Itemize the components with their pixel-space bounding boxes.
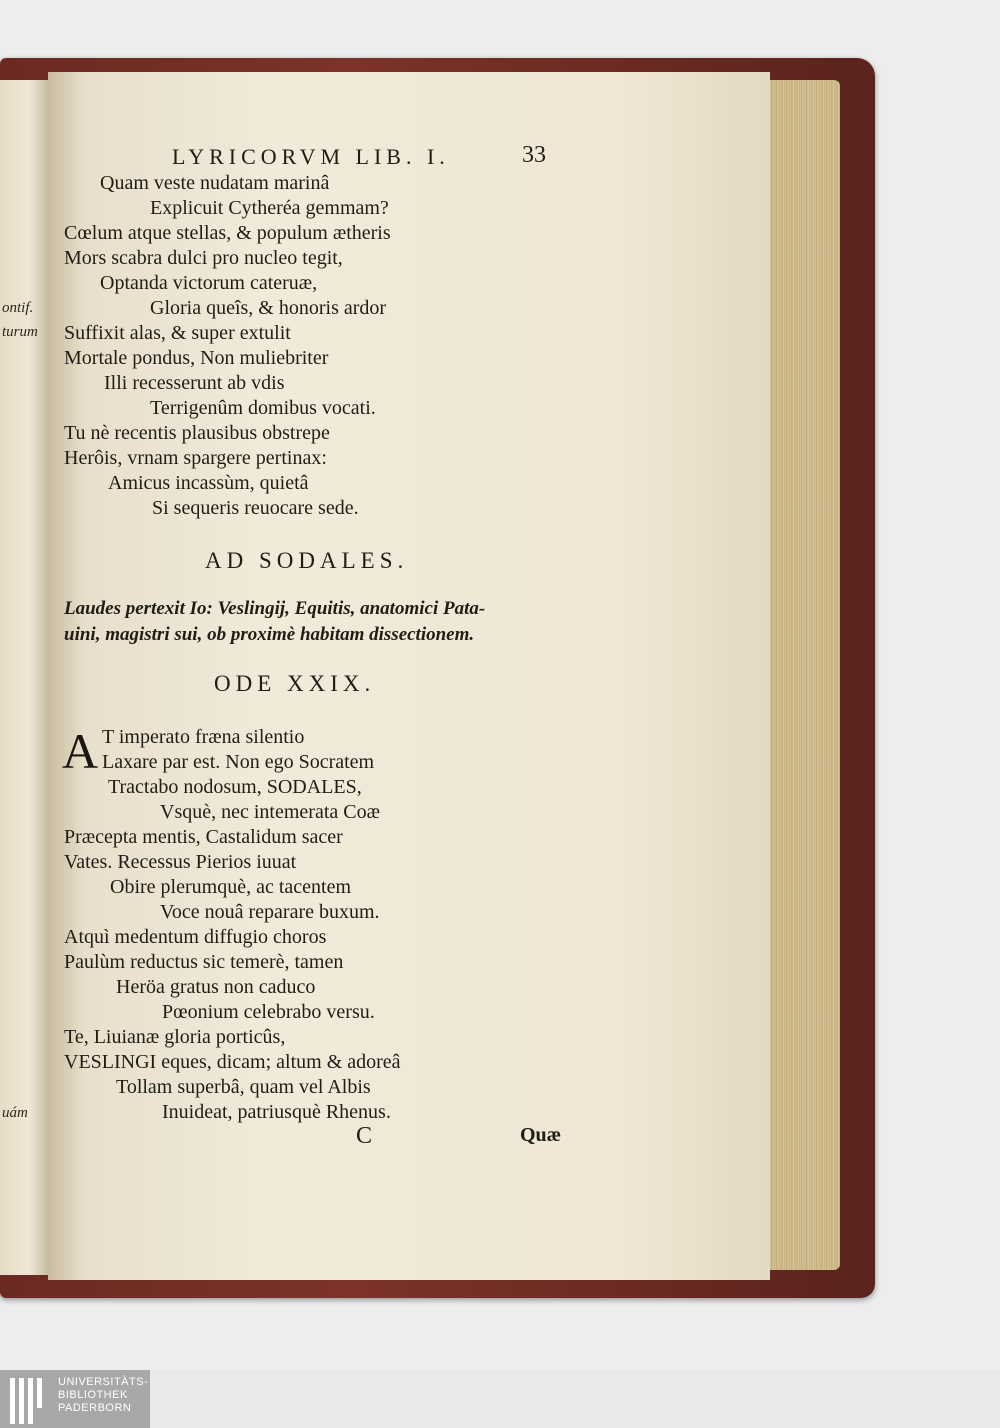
- poem-line: Suffixit alas, & super extulit: [64, 322, 291, 344]
- ode-title: ODE XXIX.: [214, 671, 376, 696]
- poem-line: Mors scabra dulci pro nucleo tegit,: [64, 247, 343, 269]
- left-page-fragment: uám: [2, 1105, 28, 1121]
- ode-line: Tractabo nodosum, SODALES,: [108, 776, 362, 798]
- ode-line: Laxare par est. Non ego Socratem: [102, 751, 375, 773]
- poem-line: Optanda victorum cateruæ,: [100, 272, 318, 294]
- argument-line: Laudes pertexit Io: Veslingij, Equitis, anatomici Pata-: [64, 598, 486, 619]
- ode-line: Vates. Recessus Pierios iuuat: [64, 851, 297, 873]
- left-page-fragment: turum: [2, 324, 38, 340]
- catchword: Quæ: [520, 1124, 562, 1146]
- poem-line: Illi recesserunt ab vdis: [104, 372, 285, 394]
- drop-cap: A: [62, 723, 99, 779]
- page-number: 33: [522, 142, 546, 168]
- ode-line: T imperato fræna silentio: [102, 726, 305, 748]
- poem-line: Cœlum atque stellas, & populum ætheris: [64, 222, 391, 244]
- library-logo-line: PADERBORN: [58, 1402, 132, 1414]
- library-logo-text: [58, 1376, 148, 1415]
- left-page: [0, 80, 48, 1275]
- argument-line: uini, magistri sui, ob proximè habitam dissectionem.: [64, 624, 475, 645]
- poem-line: Quam veste nudatam marinâ: [100, 172, 330, 194]
- poem-line: Herôis, vrnam spargere pertinax:: [64, 447, 327, 469]
- ode-line: Paulùm reductus sic temerè, tamen: [64, 951, 344, 973]
- ode-line: Atquì medentum diffugio choros: [64, 926, 327, 948]
- ode-line: VESLINGI eques, dicam; altum & adoreâ: [64, 1051, 401, 1073]
- poem-line: Gloria queîs, & honoris ardor: [150, 297, 387, 319]
- library-logo-icon: [10, 1378, 50, 1424]
- poem-line: Mortale pondus, Non muliebriter: [64, 347, 329, 369]
- footer-bar: [0, 1370, 1000, 1428]
- signature-mark: C: [356, 1123, 373, 1149]
- ode-line: Pœonium celebrabo versu.: [162, 1001, 375, 1023]
- ode-line: Præcepta mentis, Castalidum sacer: [64, 826, 343, 848]
- page-edges: [770, 80, 840, 1270]
- ode-line: Tollam superbâ, quam vel Albis: [116, 1076, 371, 1098]
- ode-line: Inuideat, patriusquè Rhenus.: [162, 1101, 391, 1123]
- poem-line: Si sequeris reuocare sede.: [152, 497, 359, 519]
- poem-line: Terrigenûm domibus vocati.: [150, 397, 376, 419]
- poem-line: Amicus incassùm, quietâ: [108, 472, 309, 494]
- ode-line: Vsquè, nec intemerata Coæ: [160, 801, 380, 823]
- poem-line: Tu nè recentis plausibus obstrepe: [64, 422, 330, 444]
- library-logo-line: BIBLIOTHEK: [58, 1389, 128, 1401]
- ode-line: Voce nouâ reparare buxum.: [160, 901, 380, 923]
- ode-line: Te, Liuianæ gloria porticûs,: [64, 1026, 286, 1048]
- running-head: LYRICORVM LIB. I.: [172, 144, 450, 169]
- library-logo-line: UNIVERSITÄTS-: [58, 1376, 149, 1388]
- poem-line: Explicuit Cytheréa gemmam?: [150, 197, 389, 219]
- ode-line: Heröa gratus non caduco: [116, 976, 316, 998]
- left-page-fragment: ontif.: [2, 300, 34, 316]
- section-title: AD SODALES.: [205, 548, 409, 573]
- ode-line: Obire plerumquè, ac tacentem: [110, 876, 351, 898]
